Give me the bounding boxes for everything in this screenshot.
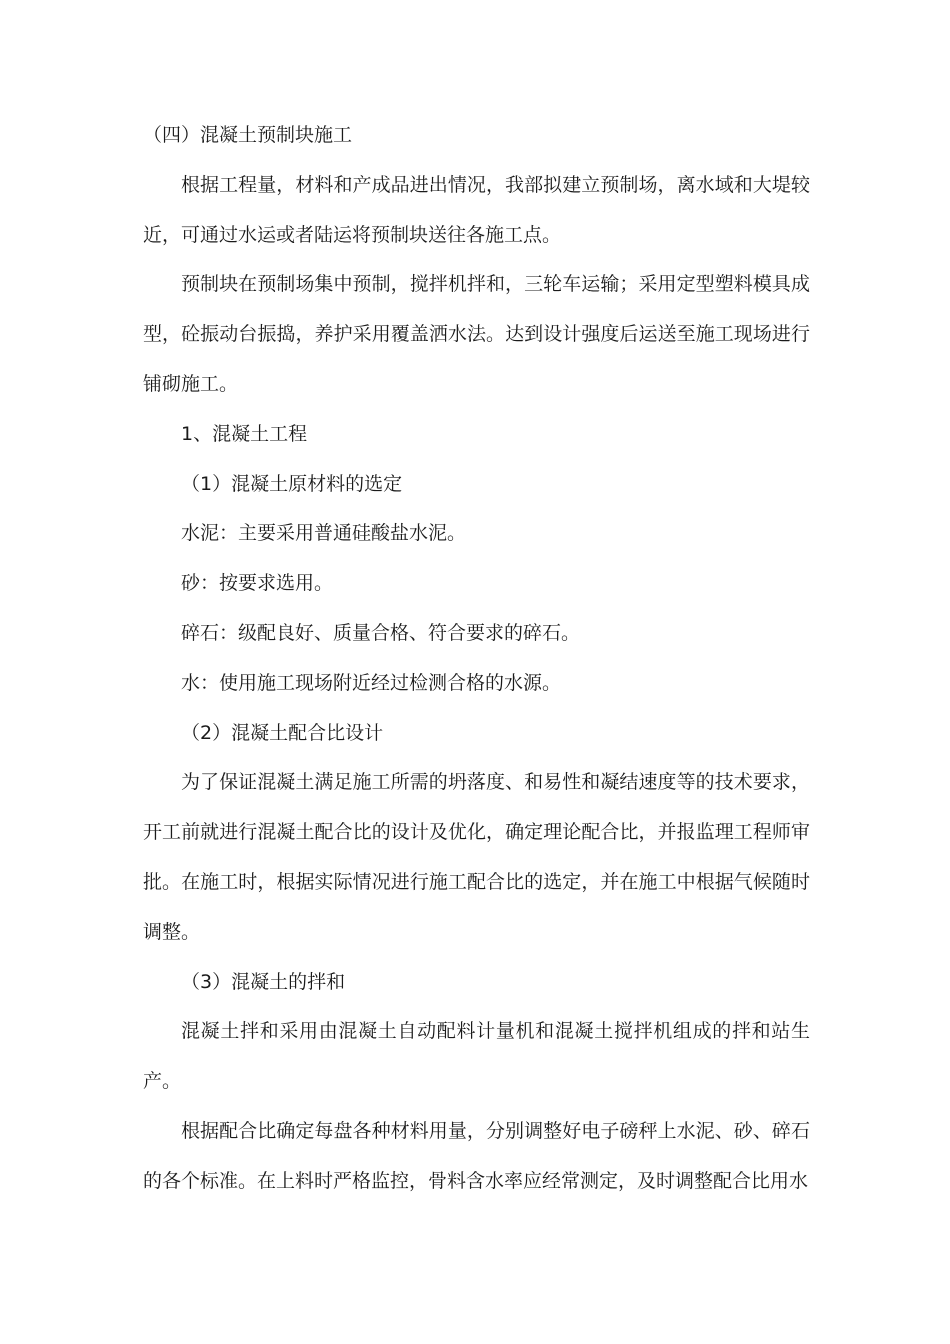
paragraph-batching: 根据配合比确定每盘各种材料用量，分别调整好电子磅秤上水泥、砂、碎石的各个标准。在上料时严格监控，骨料含水率应经常测定，及时调整配合比用水 (143, 1119, 810, 1192)
item-heading-mixing: （3）混凝土的拌和 (181, 970, 346, 993)
item-heading-mix-design: （2）混凝土配合比设计 (181, 721, 384, 744)
item-heading-raw-materials: （1）混凝土原材料的选定 (181, 472, 403, 495)
paragraph-prefab-site: 根据工程量，材料和产成品进出情况，我部拟建立预制场，离水域和大堤较近，可通过水运或者陆运将预制块送往各施工点。 (143, 173, 810, 246)
paragraph-prefab-process: 预制块在预制场集中预制，搅拌机拌和，三轮车运输；采用定型塑料模具成型，砼振动台振捣，养护采用覆盖洒水法。达到设计强度后运送至施工现场进行铺砌施工。 (143, 273, 810, 395)
material-sand: 砂：按要求选用。 (181, 572, 334, 595)
paragraph-mix-design: 为了保证混凝土满足施工所需的坍落度、和易性和凝结速度等的技术要求，开工前就进行混凝土配合比的设计及优化，确定理论配合比，并报监理工程师审批。在施工时，根据实际情况进行施工配合比的选定，并在施工中根据气候随时调整。 (143, 771, 810, 943)
section-heading: （四）混凝土预制块施工 (143, 124, 353, 146)
material-water: 水：使用施工现场附近经过检测合格的水源。 (181, 671, 562, 694)
material-cement: 水泥：主要采用普通硅酸盐水泥。 (181, 522, 467, 545)
paragraph-mixing-station: 混凝土拌和采用由混凝土自动配料计量机和混凝土搅拌机组成的拌和站生产。 (143, 1020, 810, 1093)
material-gravel: 碎石：级配良好、质量合格、符合要求的碎石。 (181, 621, 581, 644)
subsection-heading-concrete: 1、混凝土工程 (181, 422, 308, 445)
document-body (143, 111, 810, 1207)
